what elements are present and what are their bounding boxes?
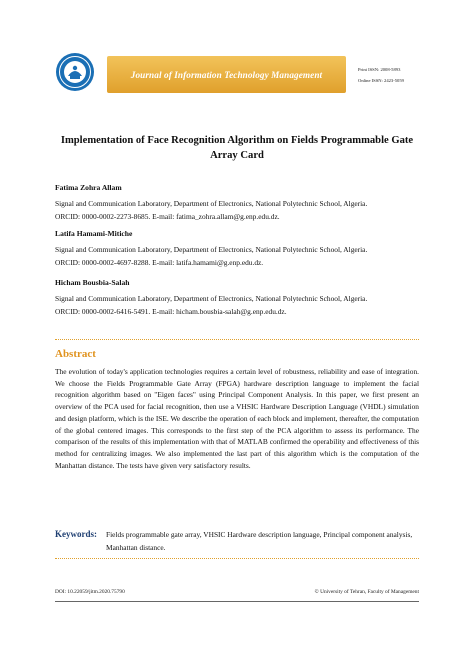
author-name: Fatima Zohra Allam [55, 183, 122, 192]
author-affiliation: Signal and Communication Laboratory, Department of Electronics, National Polytechnic School, Algeria. [55, 199, 368, 208]
author-contact: ORCID: 0000-0002-6416-5491. E-mail: hicham.bousbia-salah@g.enp.edu.dz. [55, 307, 287, 316]
author-name: Hicham Bousbia-Salah [55, 278, 130, 287]
abstract-text: The evolution of today's application technologies requires a certain level of robustness, reliability and ease of integration. We choose the Fields Programmable Gate Array (FPGA) hardware description language to implement the facial recognition algorithm based on "Eigen faces" using Principal Component Analysis. In this paper, we first present an overview of the PCA used for facial recognition, then use a VHSIC Hardware Description Language (VHDL) simulation and design platform, which is the ISE. We describe the operation of each block and implement, thereafter, the computation of the global centered images. This corresponds to the first step of the PCA algorithm to assess its performance. The comparison of the results of this implementation with that of MATLAB confirmed the operability and effectiveness of this method for centralizing images. We also implemented the last part of this algorithm which is the computation of the Manhattan distance. The tests have given very satisfactory results. [55, 367, 419, 470]
author-block [55, 227, 425, 269]
issn-block [358, 65, 404, 87]
section-divider [55, 339, 419, 340]
author-contact: ORCID: 0000-0002-2273-8685. E-mail: fatima_zohra.allam@g.enp.edu.dz. [55, 212, 280, 221]
issn-print: Print ISSN: 2008-5893 [358, 67, 401, 72]
keywords-text: Fields programmable gate array, VHSIC Hardware description language, Principal component analysis, Manhattan distance. [106, 530, 413, 552]
copyright-notice: © University of Tehran, Faculty of Management [314, 589, 419, 595]
footer-rule [55, 601, 419, 602]
abstract-heading: Abstract [55, 348, 96, 360]
author-block [55, 181, 425, 223]
section-divider [55, 558, 419, 559]
paper-title: Implementation of Face Recognition Algorithm on Fields Programmable Gate Array Card [60, 135, 414, 161]
doi-link[interactable]: DOI: 10.22059/jitm.2020.75790 [55, 589, 125, 595]
author-affiliation: Signal and Communication Laboratory, Department of Electronics, National Polytechnic School, Algeria. [55, 294, 368, 303]
author-block [55, 276, 425, 318]
journal-banner [107, 56, 346, 93]
author-name: Latifa Hamami-Mitiche [55, 229, 133, 238]
author-contact: ORCID: 0000-0002-4697-8288. E-mail: latifa.hamami@g.enp.edu.dz. [55, 258, 264, 267]
university-seal-logo [55, 52, 95, 92]
issn-online: Online ISSN: 2423-5059 [358, 78, 404, 83]
journal-title: Journal of Information Technology Management [130, 69, 323, 80]
keywords-label: Keywords: [55, 529, 97, 539]
author-affiliation: Signal and Communication Laboratory, Department of Electronics, National Polytechnic School, Algeria. [55, 245, 368, 254]
